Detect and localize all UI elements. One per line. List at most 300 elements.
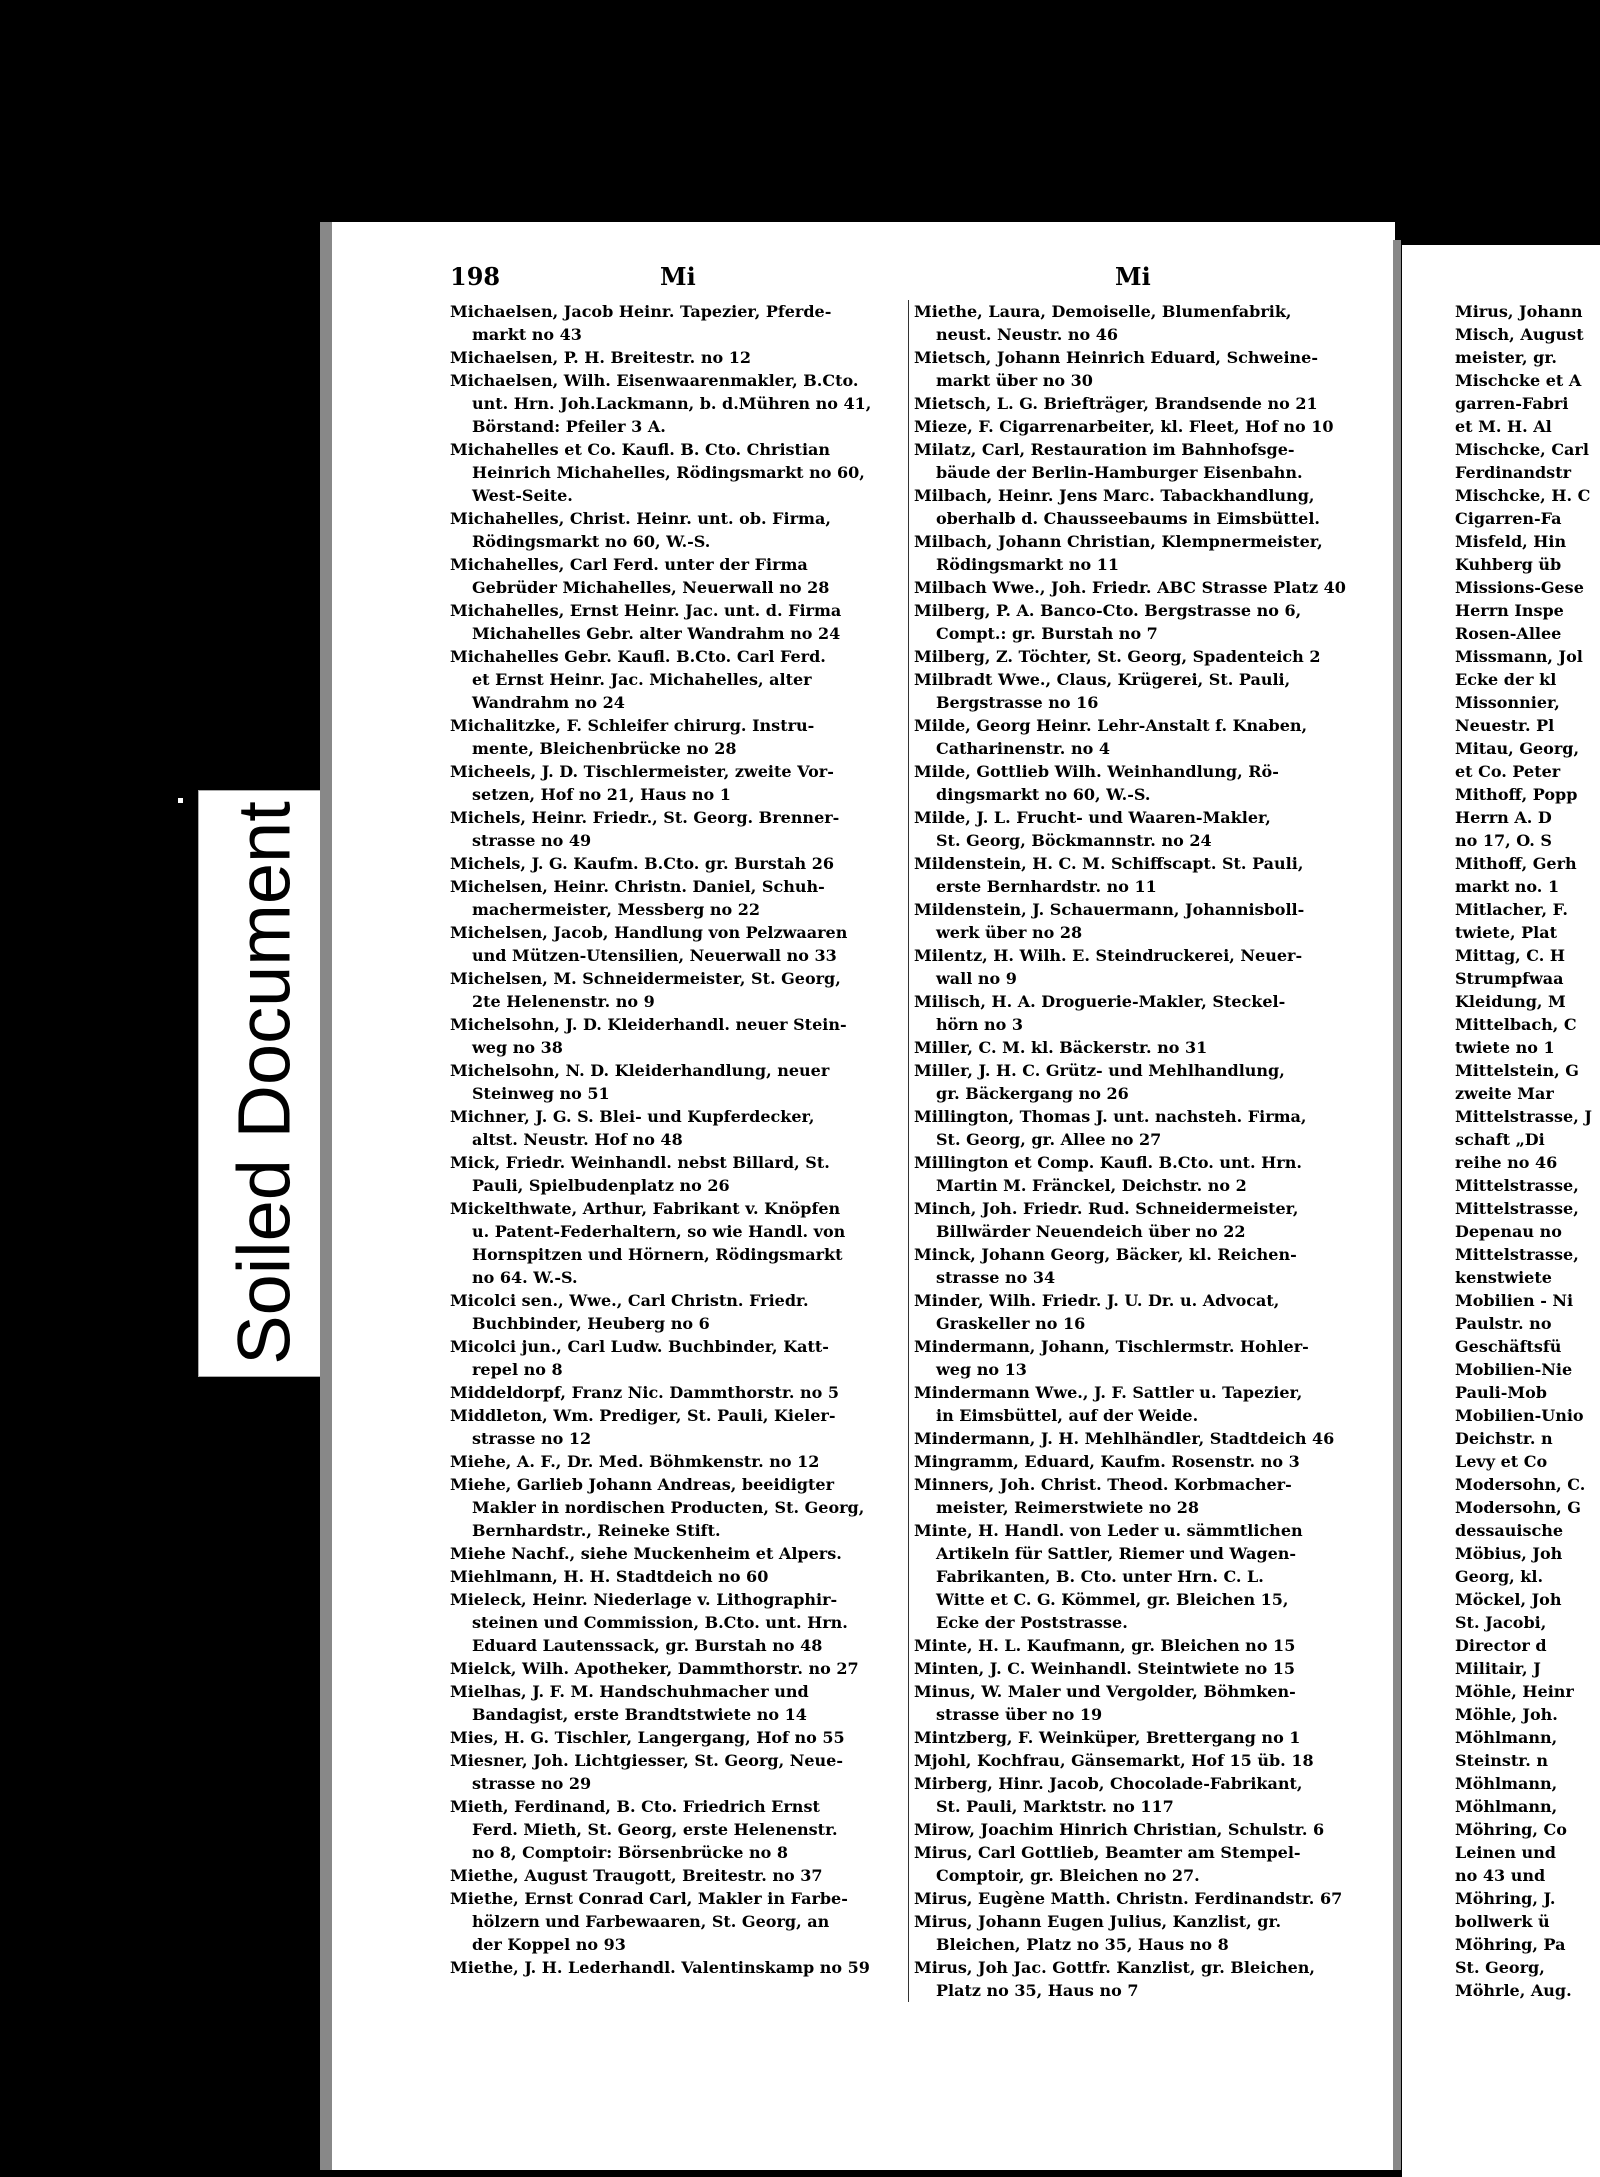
directory-entry [914,1036,1362,1059]
directory-entry [450,1887,902,1956]
entry-line: Middleton, Wm. Prediger, St. Pauli, Kieler- [450,1406,836,1425]
directory-entry [914,1887,1362,1910]
fragment-line: Depenau no [1455,1222,1562,1241]
entry-line: Milentz, H. Wilh. E. Steindruckerei, Neuer- [914,946,1303,965]
fragment-line: Herrn Inspe [1455,601,1564,620]
directory-entry [450,714,902,760]
fragment-line: Möhrle, Aug. [1455,1981,1572,2000]
entry-line: Michaelsen, Jacob Heinr. Tapezier, Pferde- [450,302,832,321]
entry-line: Millington et Comp. Kaufl. B.Cto. unt. Hrn. [914,1153,1302,1172]
directory-entry [914,599,1362,645]
entry-continuation-line: strasse no 49 [472,831,592,850]
fragment-line: no 43 und [1455,1866,1546,1885]
middle-column [908,300,1362,2002]
directory-entry [914,852,1362,898]
directory-entry [914,1059,1362,1105]
fragment-line: Mobilien-Unio [1455,1406,1584,1425]
entry-continuation-line: steinen und Commission, B.Cto. unt. Hrn. [472,1613,848,1632]
entry-continuation-line: Graskeller no 16 [936,1314,1086,1333]
directory-entry [914,1818,1362,1841]
directory-entry [914,1335,1362,1381]
entry-continuation-line: hölzern und Farbewaaren, St. Georg, an [472,1912,830,1931]
entry-continuation-line: Bleichen, Platz no 35, Haus no 8 [936,1935,1229,1954]
fragment-line: et Co. Peter [1455,762,1561,781]
fragment-line: twiete no 1 [1455,1038,1555,1057]
entry-line: Michahelles, Carl Ferd. unter der Firma [450,555,808,574]
entry-continuation-line: St. Georg, gr. Allee no 27 [936,1130,1162,1149]
entry-continuation-line: altst. Neustr. Hof no 48 [472,1130,683,1149]
fragment-line: Ferdinandstr [1455,463,1572,482]
entry-line: Miethe, Ernst Conrad Carl, Makler in Farbe- [450,1889,848,1908]
directory-entry [450,921,902,967]
entry-line: Michner, J. G. S. Blei- und Kupferdecker, [450,1107,815,1126]
entry-continuation-line: Bandagist, erste Brandtstwiete no 14 [472,1705,807,1724]
fragment-line: Möhring, J. [1455,1889,1556,1908]
directory-entry [450,1749,902,1795]
entry-line: Michelsohn, N. D. Kleiderhandlung, neuer [450,1061,830,1080]
entry-line: Miethe, August Traugott, Breitestr. no 37 [450,1866,823,1885]
fragment-line: garren-Fabri [1455,394,1569,413]
directory-entry [914,484,1362,530]
entry-continuation-line: Ecke der Poststrasse. [936,1613,1128,1632]
directory-entry [450,1404,902,1450]
fragment-line: Kuhberg üb [1455,555,1562,574]
entry-continuation-line: Fabrikanten, B. Cto. unter Hrn. C. L. [936,1567,1264,1586]
directory-entry [914,1749,1362,1772]
entry-line: Michelsen, M. Schneidermeister, St. Georg, [450,969,841,988]
directory-entry [450,1381,902,1404]
entry-continuation-line: und Mützen-Utensilien, Neuerwall no 33 [472,946,837,965]
directory-entry [914,1841,1362,1887]
entry-continuation-line: Ferd. Mieth, St. Georg, erste Helenenstr. [472,1820,838,1839]
directory-entry [914,1381,1362,1427]
fragment-line: Möhle, Heinr [1455,1682,1574,1701]
fragment-line: Pauli-Mob [1455,1383,1547,1402]
directory-entry [914,1450,1362,1473]
entry-continuation-line: Buchbinder, Heuberg no 6 [472,1314,710,1333]
directory-entry [914,1243,1362,1289]
entry-continuation-line: Platz no 35, Haus no 7 [936,1981,1139,2000]
entry-continuation-line: strasse über no 19 [936,1705,1103,1724]
entry-continuation-line: no 64. W.-S. [472,1268,578,1287]
entry-line: Milbach, Johann Christian, Klempnermeister, [914,532,1323,551]
entry-continuation-line: der Koppel no 93 [472,1935,626,1954]
directory-entry [450,1450,902,1473]
directory-entry [450,806,902,852]
entry-line: Minte, H. Handl. von Leder u. sämmtlichen [914,1521,1303,1540]
entry-line: Milde, J. L. Frucht- und Waaren-Makler, [914,808,1271,827]
fragment-line: Strumpfwaa [1455,969,1564,988]
fragment-line: Mobilien - Ni [1455,1291,1574,1310]
directory-entry [914,944,1362,990]
directory-entry [914,1289,1362,1335]
entry-line: Minners, Joh. Christ. Theod. Korbmacher- [914,1475,1292,1494]
directory-entry [914,530,1362,576]
fragment-line: reihe no 46 [1455,1153,1558,1172]
entry-line: Minder, Wilh. Friedr. J. U. Dr. u. Advocat, [914,1291,1280,1310]
entry-continuation-line: Witte et C. G. Kömmel, gr. Bleichen 15, [936,1590,1289,1609]
entry-line: Micolci jun., Carl Ludw. Buchbinder, Katt- [450,1337,829,1356]
entry-line: Michahelles et Co. Kaufl. B. Cto. Christian [450,440,831,459]
fragment-line: Mithoff, Gerh [1455,854,1577,873]
entry-line: Mjohl, Kochfrau, Gänsemarkt, Hof 15 üb. 18 [914,1751,1314,1770]
directory-entry [914,392,1362,415]
entry-continuation-line: Börstand: Pfeiler 3 A. [472,417,666,436]
directory-entry [914,1634,1362,1657]
page-gutter [1393,240,1401,2170]
fragment-line: Möhring, Pa [1455,1935,1566,1954]
fragment-line: Mittelstrasse, [1455,1176,1579,1195]
fragment-line: St. Georg, [1455,1958,1545,1977]
fragment-line: Möhlmann, [1455,1797,1558,1816]
entry-continuation-line: u. Patent-Federhaltern, so wie Handl. von [472,1222,846,1241]
entry-line: Michahelles, Ernst Heinr. Jac. unt. d. Firma [450,601,842,620]
directory-entry [450,1335,902,1381]
fragment-line: Mischcke, Carl [1455,440,1589,459]
directory-entry [914,1427,1362,1450]
entry-line: Mieth, Ferdinand, B. Cto. Friedrich Ernst [450,1797,820,1816]
entry-continuation-line: markt no 43 [472,325,582,344]
fragment-line: Missions-Gese [1455,578,1584,597]
fragment-line: meister, gr. [1455,348,1557,367]
entry-line: Miehe Nachf., siehe Muckenheim et Alpers. [450,1544,842,1563]
entry-line: Minten, J. C. Weinhandl. Steintwiete no 15 [914,1659,1295,1678]
fragment-line: Möckel, Joh [1455,1590,1562,1609]
fragment-line: Militair, J [1455,1659,1541,1678]
fragment-line: Möhle, Joh. [1455,1705,1558,1724]
directory-entry [450,1289,902,1335]
fragment-line: Modersohn, G [1455,1498,1581,1517]
directory-entry [914,1657,1362,1680]
entry-continuation-line: St. Georg, Böckmannstr. no 24 [936,831,1212,850]
directory-entry [450,300,902,346]
entry-continuation-line: Bernhardstr., Reineke Stift. [472,1521,721,1540]
directory-entry [914,1105,1362,1151]
fragment-line: Neuestr. Pl [1455,716,1555,735]
fragment-line: Mittelstrasse, J [1455,1107,1592,1126]
directory-entry [450,369,902,438]
entry-line: Middeldorpf, Franz Nic. Dammthorstr. no 5 [450,1383,840,1402]
entry-continuation-line: erste Bernhardstr. no 11 [936,877,1157,896]
entry-continuation-line: unt. Hrn. Joh.Lackmann, b. d.Mühren no 41, [472,394,872,413]
directory-entry [450,1657,902,1680]
entry-continuation-line: weg no 13 [936,1360,1027,1379]
fragment-line: markt no. 1 [1455,877,1560,896]
entry-line: Michelsen, Jacob, Handlung von Pelzwaaren [450,923,848,942]
directory-entry [914,668,1362,714]
fragment-line: Mithoff, Popp [1455,785,1578,804]
entry-line: Mirberg, Hinr. Jacob, Chocolade-Fabrikant, [914,1774,1303,1793]
entry-continuation-line: gr. Bäckergang no 26 [936,1084,1129,1103]
fragment-line: no 17, O. S [1455,831,1552,850]
fragment-line: Mittelstrasse, [1455,1199,1579,1218]
directory-entry [914,760,1362,806]
entry-line: Mintzberg, F. Weinküper, Brettergang no 1 [914,1728,1301,1747]
entry-line: Miller, C. M. kl. Bäckerstr. no 31 [914,1038,1208,1057]
entry-continuation-line: Wandrahm no 24 [472,693,625,712]
directory-entry [450,1726,902,1749]
fragment-line: Levy et Co [1455,1452,1548,1471]
directory-entry [914,714,1362,760]
entry-continuation-line: et Ernst Heinr. Jac. Michahelles, alter [472,670,812,689]
entry-line: Milbach, Heinr. Jens Marc. Tabackhandlung, [914,486,1315,505]
fragment-line: Georg, kl. [1455,1567,1544,1586]
entry-continuation-line: no 8, Comptoir: Börsenbrücke no 8 [472,1843,788,1862]
fragment-line: Ecke der kl [1455,670,1557,689]
fragment-line: Mittag, C. H [1455,946,1565,965]
entry-line: Mindermann, Johann, Tischlermstr. Hohler- [914,1337,1309,1356]
entry-line: Minus, W. Maler und Vergolder, Böhmken- [914,1682,1296,1701]
scan-mark [178,798,183,803]
directory-entry [914,346,1362,392]
entry-line: Mindermann, J. H. Mehlhändler, Stadtdeich 46 [914,1429,1335,1448]
fragment-line: Deichstr. n [1455,1429,1553,1448]
entry-line: Mietsch, L. G. Briefträger, Brandsende no 21 [914,394,1318,413]
directory-entry [450,1565,902,1588]
fragment-line: Herrn A. D [1455,808,1552,827]
fragment-line: Leinen und [1455,1843,1556,1862]
entry-line: Mirus, Johann Eugen Julius, Kanzlist, gr. [914,1912,1282,1931]
fragment-line: Möbius, Joh [1455,1544,1563,1563]
entry-continuation-line: meister, Reimerstwiete no 28 [936,1498,1199,1517]
entry-continuation-line: St. Pauli, Marktstr. no 117 [936,1797,1174,1816]
fragment-line: Kleidung, M [1455,992,1566,1011]
directory-entry [450,760,902,806]
directory-entry [450,507,902,553]
directory-entry [450,1197,902,1289]
entry-continuation-line: dingsmarkt no 60, W.-S. [936,785,1151,804]
directory-entry [914,1519,1362,1634]
fragment-line: Missmann, Jol [1455,647,1583,666]
entry-line: Micheels, J. D. Tischlermeister, zweite Vor- [450,762,834,781]
entry-line: Mies, H. G. Tischler, Langergang, Hof no 55 [450,1728,845,1747]
directory-entry [450,1473,902,1542]
directory-entry [914,1772,1362,1818]
entry-line: Mildenstein, H. C. M. Schiffscapt. St. Pauli, [914,854,1304,873]
entry-continuation-line: Michahelles Gebr. alter Wandrahm no 24 [472,624,841,643]
entry-continuation-line: Compt.: gr. Burstah no 7 [936,624,1158,643]
directory-entry [914,898,1362,944]
directory-entry [450,1151,902,1197]
entry-line: Milberg, Z. Töchter, St. Georg, Spadenteich 2 [914,647,1321,666]
fragment-line: Steinstr. n [1455,1751,1548,1770]
fragment-line: Mischcke, H. C [1455,486,1591,505]
directory-entry [450,438,902,507]
fragment-line: Geschäftsfü [1455,1337,1562,1356]
entry-line: Mirow, Joachim Hinrich Christian, Schulstr. 6 [914,1820,1325,1839]
entry-continuation-line: in Eimsbüttel, auf der Weide. [936,1406,1199,1425]
entry-continuation-line: Rödingsmarkt no 11 [936,555,1119,574]
fragment-line: Mitlacher, F. [1455,900,1568,919]
directory-entry [450,553,902,599]
directory-entry [914,806,1362,852]
entry-line: Mindermann Wwe., J. F. Sattler u. Tapezier, [914,1383,1303,1402]
entry-line: Miehe, A. F., Dr. Med. Böhmkenstr. no 12 [450,1452,820,1471]
entry-continuation-line: Artikeln für Sattler, Riemer und Wagen- [936,1544,1297,1563]
entry-continuation-line: Hornspitzen und Hörnern, Rödingsmarkt [472,1245,843,1264]
fragment-line: Mirus, Johann [1455,302,1583,321]
directory-entry [914,645,1362,668]
entry-continuation-line: Bergstrasse no 16 [936,693,1099,712]
entry-line: Michels, J. G. Kaufm. B.Cto. gr. Burstah 26 [450,854,834,873]
soiled-document-label [198,790,330,1377]
fragment-line: kenstwiete [1455,1268,1552,1287]
directory-entry [914,1473,1362,1519]
entry-line: Michelsen, Heinr. Christn. Daniel, Schuh- [450,877,825,896]
right-running-head: Mi [1115,262,1151,291]
entry-continuation-line: repel no 8 [472,1360,563,1379]
fragment-line: Mitau, Georg, [1455,739,1580,758]
entry-line: Milberg, P. A. Banco-Cto. Bergstrasse no 6, [914,601,1302,620]
fragment-line: twiete, Plat [1455,923,1557,942]
entry-line: Milisch, H. A. Droguerie-Makler, Steckel- [914,992,1286,1011]
fragment-line: Mobilien-Nie [1455,1360,1573,1379]
entry-line: Michaelsen, P. H. Breitestr. no 12 [450,348,751,367]
entry-continuation-line: Eduard Lautenssack, gr. Burstah no 48 [472,1636,823,1655]
entry-continuation-line: Steinweg no 51 [472,1084,610,1103]
fragment-line: zweite Mar [1455,1084,1554,1103]
directory-entry [914,415,1362,438]
entry-continuation-line: Rödingsmarkt no 60, W.-S. [472,532,711,551]
directory-entry [450,1542,902,1565]
directory-entry [450,875,902,921]
entry-line: Mirus, Eugène Matth. Christn. Ferdinandstr. 67 [914,1889,1343,1908]
entry-continuation-line: setzen, Hof no 21, Haus no 1 [472,785,731,804]
fragment-line: Mittelbach, C [1455,1015,1577,1034]
entry-continuation-line: Gebrüder Michahelles, Neuerwall no 28 [472,578,830,597]
entry-continuation-line: mente, Bleichenbrücke no 28 [472,739,737,758]
entry-line: Minte, H. L. Kaufmann, gr. Bleichen no 15 [914,1636,1296,1655]
fragment-line: Missonnier, [1455,693,1560,712]
entry-continuation-line: strasse no 12 [472,1429,592,1448]
page-number: 198 [450,262,501,291]
directory-entry [450,645,902,714]
fragment-line: Modersohn, C. [1455,1475,1586,1494]
entry-line: Mietsch, Johann Heinrich Eduard, Schweine- [914,348,1318,367]
directory-entry [914,438,1362,484]
entry-line: Milbradt Wwe., Claus, Krügerei, St. Pauli, [914,670,1291,689]
fragment-line: et M. H. Al [1455,417,1552,436]
directory-entry [450,1795,902,1864]
fragment-line: St. Jacobi, [1455,1613,1547,1632]
entry-continuation-line: Catharinenstr. no 4 [936,739,1110,758]
fragment-line: Misch, August [1455,325,1584,344]
directory-entry [914,300,1362,346]
entry-line: Minck, Johann Georg, Bäcker, kl. Reichen- [914,1245,1297,1264]
entry-line: Michalitzke, F. Schleifer chirurg. Instru- [450,716,815,735]
left-column [450,300,902,1979]
entry-continuation-line: West-Seite. [472,486,573,505]
fragment-line: Mischcke et A [1455,371,1582,390]
fragment-line: Director d [1455,1636,1547,1655]
entry-continuation-line: strasse no 34 [936,1268,1056,1287]
fragment-line: Rosen-Allee [1455,624,1562,643]
directory-entry [914,576,1362,599]
entry-continuation-line: hörn no 3 [936,1015,1023,1034]
entry-line: Miesner, Joh. Lichtgiesser, St. Georg, Neue- [450,1751,843,1770]
entry-line: Milatz, Carl, Restauration im Bahnhofsge- [914,440,1295,459]
entry-line: Mick, Friedr. Weinhandl. nebst Billard, St. [450,1153,830,1172]
entry-continuation-line: Heinrich Michahelles, Rödingsmarkt no 60, [472,463,865,482]
entry-continuation-line: werk über no 28 [936,923,1083,942]
directory-entry [450,1013,902,1059]
entry-line: Michaelsen, Wilh. Eisenwaarenmakler, B.Cto. [450,371,859,390]
directory-entry [450,967,902,1013]
entry-continuation-line: Pauli, Spielbudenplatz no 26 [472,1176,730,1195]
entry-line: Milde, Georg Heinr. Lehr-Anstalt f. Knaben, [914,716,1308,735]
entry-line: Miethe, Laura, Demoiselle, Blumenfabrik, [914,302,1292,321]
entry-continuation-line: neust. Neustr. no 46 [936,325,1119,344]
fragment-line: schaft „Di [1455,1130,1545,1149]
entry-line: Miehlmann, H. H. Stadtdeich no 60 [450,1567,769,1586]
soiled-document-text: Soiled Document [222,801,306,1365]
fragment-line: Möhlmann, [1455,1728,1558,1747]
directory-entry [914,990,1362,1036]
entry-line: Mingramm, Eduard, Kaufm. Rosenstr. no 3 [914,1452,1300,1471]
directory-entry [450,852,902,875]
entry-line: Mielck, Wilh. Apotheker, Dammthorstr. no 27 [450,1659,859,1678]
fragment-line: Möhring, Co [1455,1820,1567,1839]
entry-continuation-line: weg no 38 [472,1038,563,1057]
entry-line: Milde, Gottlieb Wilh. Weinhandlung, Rö- [914,762,1279,781]
directory-entry [914,1151,1362,1197]
directory-entry [450,1680,902,1726]
fragment-line: Mittelstein, G [1455,1061,1579,1080]
entry-continuation-line: oberhalb d. Chausseebaums in Eimsbüttel. [936,509,1320,528]
directory-entry [450,1864,902,1887]
entry-line: Miethe, J. H. Lederhandl. Valentinskamp no 59 [450,1958,870,1977]
entry-line: Mieze, F. Cigarrenarbeiter, kl. Fleet, Hof no 10 [914,417,1334,436]
entry-continuation-line: Martin M. Fränckel, Deichstr. no 2 [936,1176,1247,1195]
entry-continuation-line: wall no 9 [936,969,1017,988]
directory-entry [450,599,902,645]
entry-line: Mickelthwate, Arthur, Fabrikant v. Knöpfen [450,1199,841,1218]
fragment-line: bollwerk ü [1455,1912,1550,1931]
fragment-line: Cigarren-Fa [1455,509,1562,528]
directory-entry [914,1910,1362,1956]
entry-line: Millington, Thomas J. unt. nachsteh. Firma, [914,1107,1307,1126]
entry-continuation-line: strasse no 29 [472,1774,592,1793]
entry-line: Michahelles Gebr. Kaufl. B.Cto. Carl Ferd. [450,647,826,666]
entry-line: Micolci sen., Wwe., Carl Christn. Friedr. [450,1291,809,1310]
right-column-fragments [1455,300,1600,2002]
directory-entry [914,1680,1362,1726]
directory-entry [450,1588,902,1657]
directory-entry [914,1197,1362,1243]
fragment-line: Paulstr. no [1455,1314,1552,1333]
entry-line: Mirus, Carl Gottlieb, Beamter am Stempel- [914,1843,1301,1862]
entry-line: Milbach Wwe., Joh. Friedr. ABC Strasse Platz 40 [914,578,1346,597]
directory-entry [914,1956,1362,2002]
entry-continuation-line: 2te Helenenstr. no 9 [472,992,655,1011]
entry-continuation-line: Makler in nordischen Producten, St. Georg, [472,1498,865,1517]
fragment-line: dessauische [1455,1521,1564,1540]
entry-line: Mildenstein, J. Schauermann, Johannisboll- [914,900,1305,919]
entry-line: Mielhas, J. F. M. Handschuhmacher und [450,1682,809,1701]
entry-continuation-line: bäude der Berlin-Hamburger Eisenbahn. [936,463,1303,482]
left-running-head: Mi [660,262,696,291]
entry-continuation-line: Billwärder Neuendeich über no 22 [936,1222,1246,1241]
entry-continuation-line: machermeister, Messberg no 22 [472,900,761,919]
directory-entry [450,1956,902,1979]
entry-line: Minch, Joh. Friedr. Rud. Schneidermeister, [914,1199,1299,1218]
directory-entry [450,1105,902,1151]
entry-continuation-line: Comptoir, gr. Bleichen no 27. [936,1866,1200,1885]
entry-line: Miehe, Garlieb Johann Andreas, beeidigter [450,1475,834,1494]
entry-line: Miller, J. H. C. Grütz- und Mehlhandlung, [914,1061,1285,1080]
entry-line: Michels, Heinr. Friedr., St. Georg. Brenner- [450,808,840,827]
entry-line: Michahelles, Christ. Heinr. unt. ob. Firma, [450,509,831,528]
